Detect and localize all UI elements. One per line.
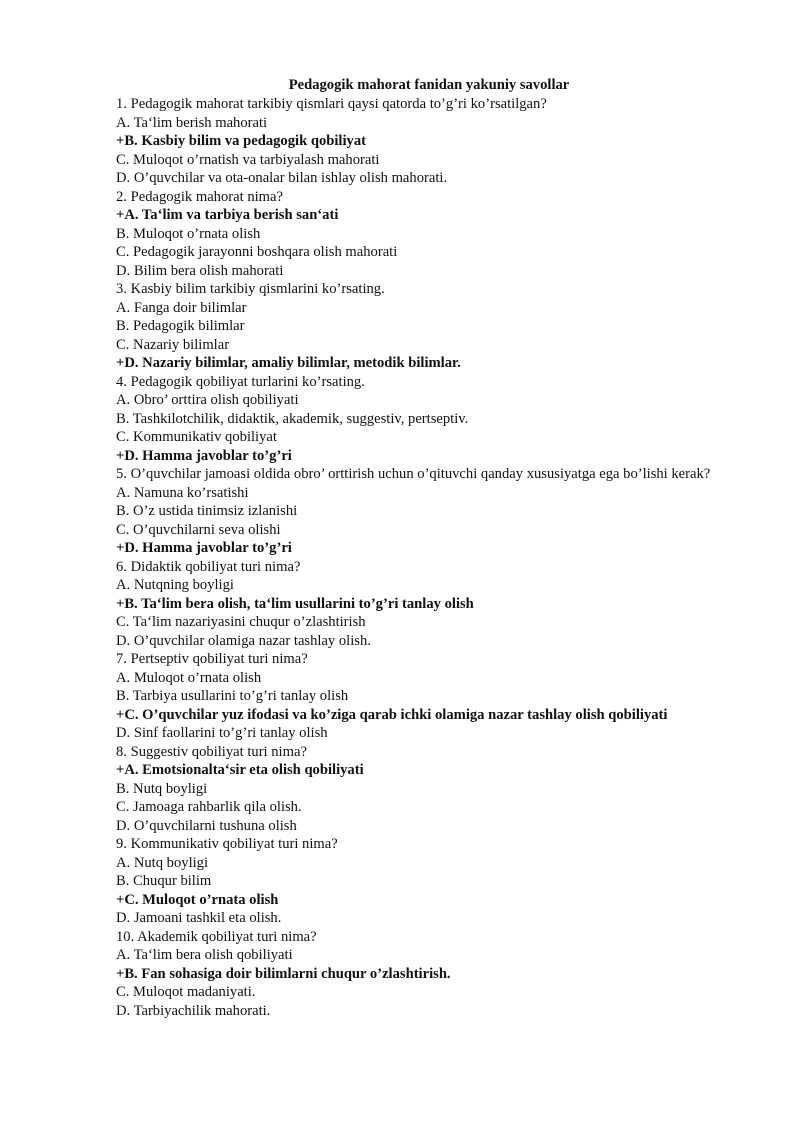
answer-option-line: C. Kommunikativ qobiliyat bbox=[116, 429, 277, 445]
answer-option-line: C. O’quvchilarni seva olishi bbox=[116, 521, 281, 538]
answer-option-line: B. Nutq boyligi bbox=[116, 780, 208, 797]
answer-option-line: B. Muloqot o’rnata olish bbox=[116, 225, 261, 242]
answer-option-line: C. Pedagogik jarayonni boshqara olish mahorati bbox=[116, 244, 398, 260]
question-line: 5. O’quvchilar jamoasi oldida obro’ orttirish uchun o’qituvchi qanday xususiyatga ega bo’lishi kerak? bbox=[116, 466, 711, 482]
question-line: 6. Didaktik qobiliyat turi nima? bbox=[116, 558, 301, 575]
document-title: Pedagogik mahorat fanidan yakuniy savollar bbox=[288, 77, 570, 93]
answer-option-line: A. Namuna ko’rsatishi bbox=[116, 484, 249, 501]
answer-option-line: C. Jamoaga rahbarlik qila olish. bbox=[116, 799, 302, 815]
answer-option-line: A. Fanga doir bilimlar bbox=[116, 299, 247, 316]
correct-answer-line: +C. O’quvchilar yuz ifodasi va ko’ziga qarab ichki olamiga nazar tashlay olish qobiliyati bbox=[116, 706, 668, 723]
answer-option-line: D. O’quvchilar olamiga nazar tashlay olish. bbox=[116, 632, 371, 649]
answer-option-line: B. O’z ustida tinimsiz izlanishi bbox=[116, 503, 298, 519]
correct-answer-line: +B. Fan sohasiga doir bilimlarni chuqur o’zlashtirish. bbox=[116, 965, 451, 982]
answer-option-line: D. Tarbiyachilik mahorati. bbox=[116, 1002, 271, 1019]
answer-option-line: B. Pedagogik bilimlar bbox=[116, 318, 245, 334]
answer-option-line: D. Bilim bera olish mahorati bbox=[116, 262, 284, 279]
correct-answer-line: +D. Nazariy bilimlar, amaliy bilimlar, metodik bilimlar. bbox=[116, 355, 461, 371]
correct-answer-line: +D. Hamma javoblar to’g’ri bbox=[116, 540, 292, 556]
answer-option-line: D. O’quvchilar va ota-onalar bilan ishlay olish mahorati. bbox=[116, 170, 448, 186]
question-line: 2. Pedagogik mahorat nima? bbox=[116, 188, 283, 205]
answer-option-line: C. Nazariy bilimlar bbox=[116, 336, 230, 353]
answer-option-line: C. Ta‘lim nazariyasini chuqur o’zlashtirish bbox=[116, 614, 366, 630]
answer-option-line: A. Muloqot o’rnata olish bbox=[116, 669, 262, 686]
correct-answer-line: +C. Muloqot o’rnata olish bbox=[116, 891, 279, 908]
answer-option-line: B. Chuqur bilim bbox=[116, 873, 212, 889]
question-line: 10. Akademik qobiliyat turi nima? bbox=[116, 928, 317, 945]
correct-answer-line: +B. Kasbiy bilim va pedagogik qobiliyat bbox=[116, 133, 366, 149]
correct-answer-line: +A. Emotsionalta‘sir eta olish qobiliyati bbox=[116, 762, 364, 778]
answer-option-line: A. Obro’ orttira olish qobiliyati bbox=[116, 392, 299, 408]
answer-option-line: D. Jamoani tashkil eta olish. bbox=[116, 910, 282, 926]
correct-answer-line: +D. Hamma javoblar to’g’ri bbox=[116, 447, 292, 464]
answer-option-line: A. Ta‘lim berish mahorati bbox=[116, 114, 268, 131]
correct-answer-line: +A. Ta‘lim va tarbiya berish san‘ati bbox=[116, 207, 339, 223]
answer-option-line: B. Tarbiya usullarini to’g’ri tanlay olish bbox=[116, 688, 349, 704]
question-line: 8. Suggestiv qobiliyat turi nima? bbox=[116, 743, 307, 760]
answer-option-line: A. Ta‘lim bera olish qobiliyati bbox=[116, 947, 293, 963]
answer-option-line: C. Muloqot o’rnatish va tarbiyalash mahorati bbox=[116, 151, 380, 168]
answer-option-line: B. Tashkilotchilik, didaktik, akademik, suggestiv, pertseptiv. bbox=[116, 410, 469, 427]
correct-answer-line: +B. Ta‘lim bera olish, ta‘lim usullarini to’g’ri tanlay olish bbox=[116, 595, 474, 612]
answer-option-line: C. Muloqot madaniyati. bbox=[116, 984, 256, 1000]
question-line: 3. Kasbiy bilim tarkibiy qismlarini ko’rsating. bbox=[116, 281, 385, 297]
answer-option-line: A. Nutqning boyligi bbox=[116, 577, 234, 593]
answer-option-line: D. O’quvchilarni tushuna olish bbox=[116, 817, 297, 834]
question-line: 4. Pedagogik qobiliyat turlarini ko’rsating. bbox=[116, 373, 365, 390]
question-list bbox=[116, 95, 742, 1020]
answer-option-line: A. Nutq boyligi bbox=[116, 854, 209, 871]
question-line: 7. Pertseptiv qobiliyat turi nima? bbox=[116, 651, 308, 667]
question-line: 1. Pedagogik mahorat tarkibiy qismlari qaysi qatorda to’g’ri ko’rsatilgan? bbox=[116, 96, 547, 112]
question-line: 9. Kommunikativ qobiliyat turi nima? bbox=[116, 836, 338, 852]
answer-option-line: D. Sinf faollarini to’g’ri tanlay olish bbox=[116, 725, 328, 741]
